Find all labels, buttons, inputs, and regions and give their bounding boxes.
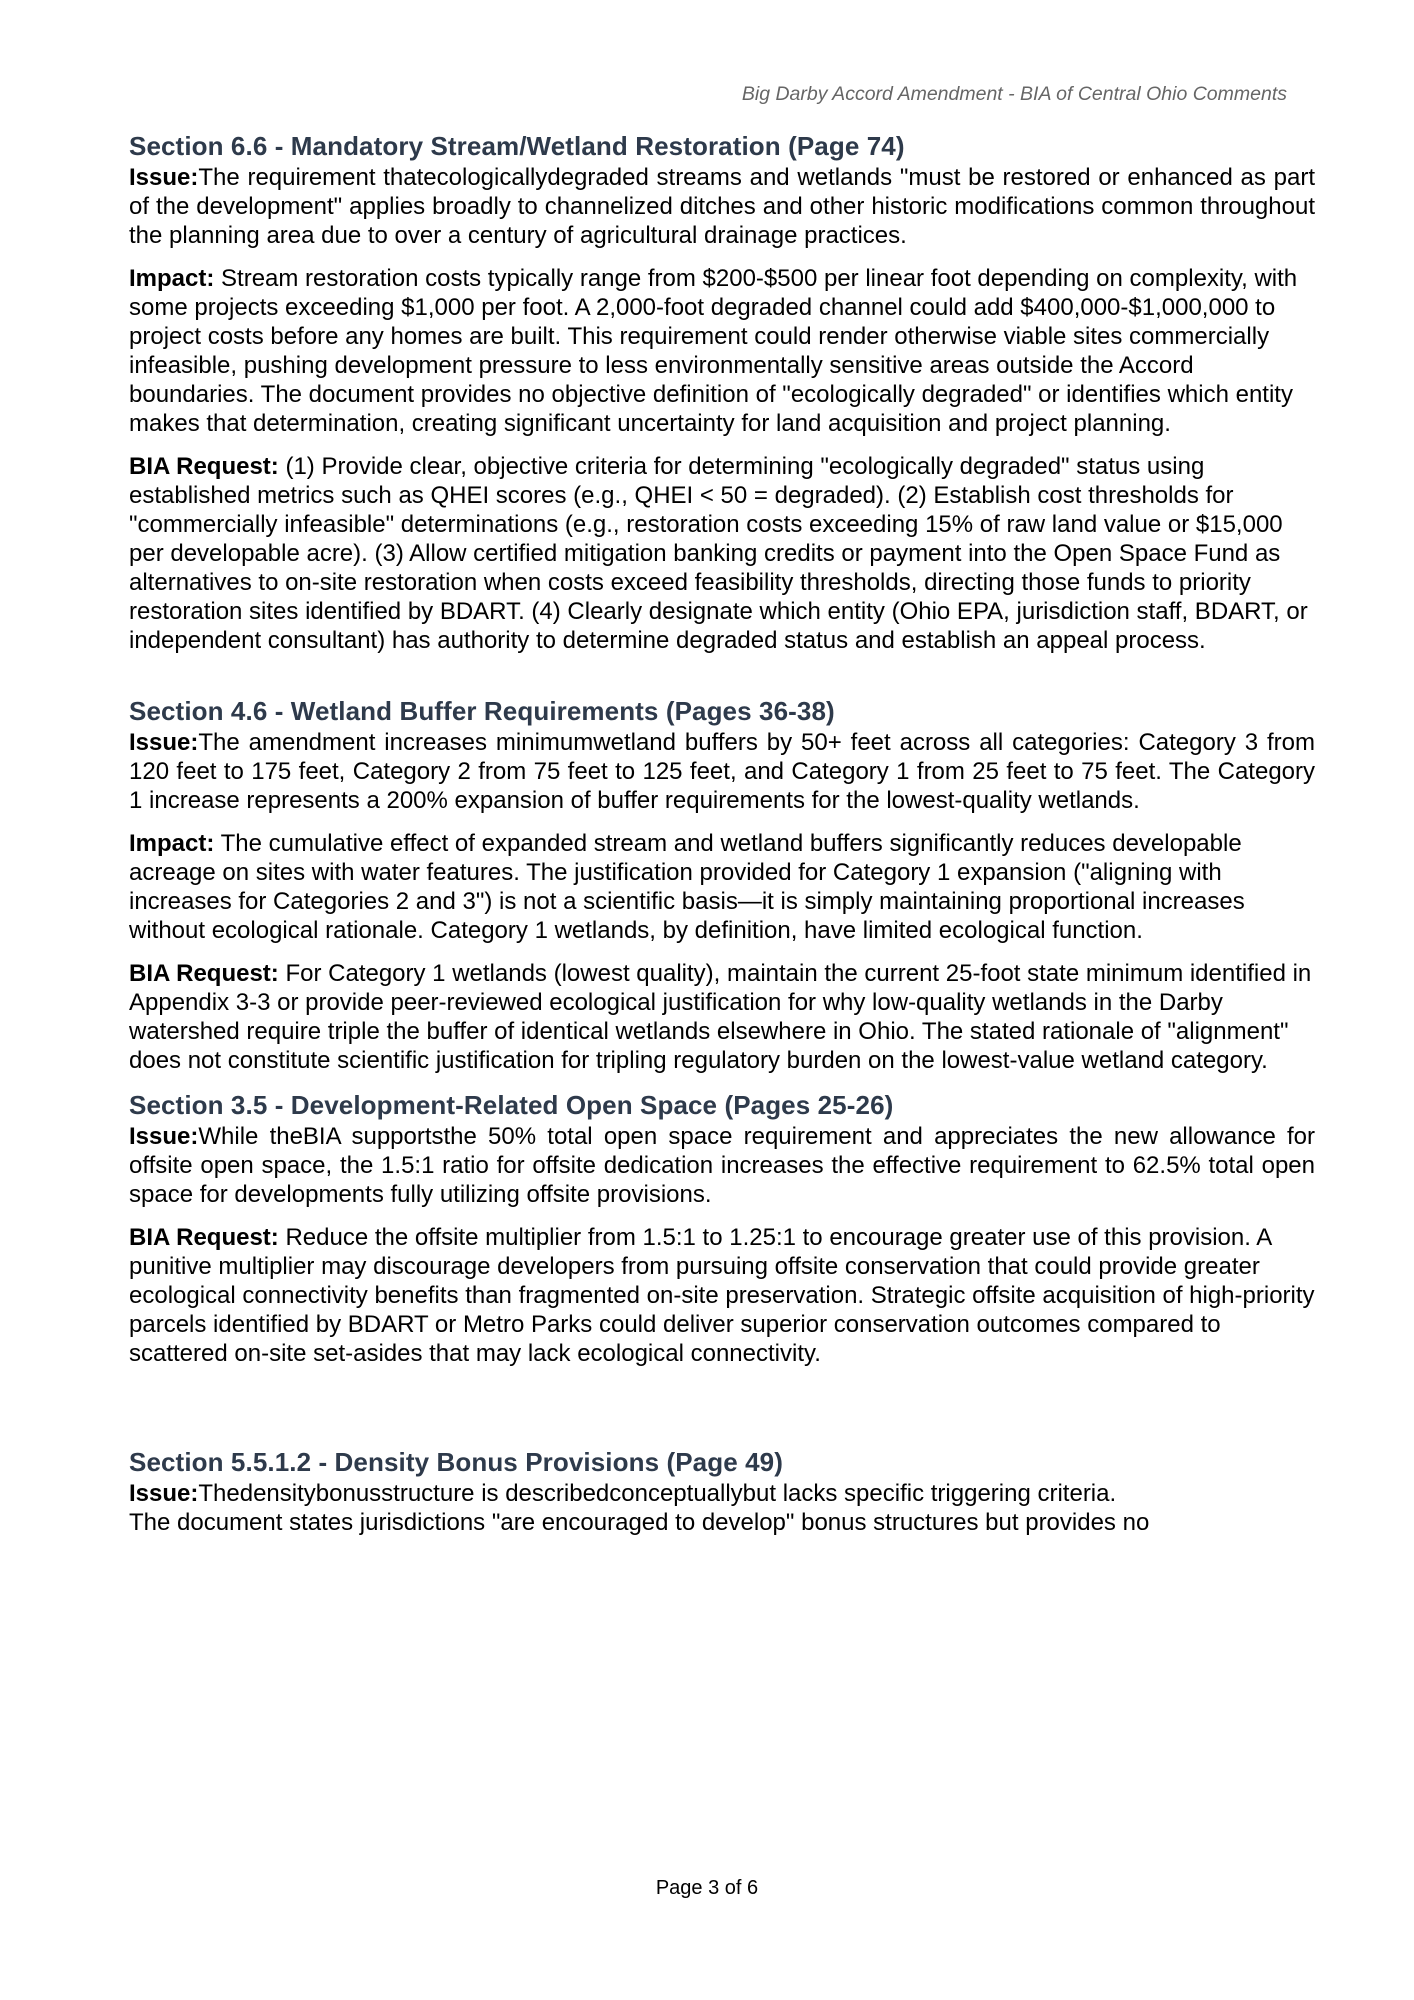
impact-text: The cumulative effect of expanded stream and wetland buffers significantly reduces developable acreage on sites with water features. The justification provided for Category 1 expansion ("aligning with increases for Categories 2 and 3") is not a scientific basis—it is simply maintaining proportional increases without ecological rationale. Category 1 wetlands, by definition, have limited ecological function.	[129, 830, 1245, 944]
request-label: BIA Request:	[129, 453, 279, 480]
impact-paragraph	[129, 829, 1315, 945]
request-text: Reduce the offsite multiplier from 1.5:1 to 1.25:1 to encourage greater use of this provision. A punitive multiplier may discourage developers from pursuing offsite conservation that could provide greater ecological connectivity benefits than fragmented on-site preservation. Strategic offsite acquisition of high-priority parcels identified by BDART or Metro Parks could deliver superior conservation outcomes compared to scattered on-site set-asides that may lack ecological connectivity.	[129, 1224, 1315, 1367]
issue-label: Issue:	[129, 1123, 199, 1150]
impact-label: Impact:	[129, 265, 215, 292]
request-text: For Category 1 wetlands (lowest quality), maintain the current 25-foot state minimum identified in Appendix 3-3 or provide peer-reviewed ecological justification for why low-quality wetlands in the Darby watershed require triple the buffer of identical wetlands elsewhere in Ohio. The stated rationale of "alignment" does not constitute scientific justification for tripling regulatory burden on the lowest-value wetland category.	[129, 960, 1312, 1074]
section-title: Section 6.6 - Mandatory Stream/Wetland Restoration (Page 74)	[129, 131, 905, 161]
request-label: BIA Request:	[129, 960, 279, 987]
request-text: (1) Provide clear, objective criteria for determining "ecologically degraded" status using established metrics such as QHEI scores (e.g., QHEI < 50 = degraded). (2) Establish cost thresholds for "commercially infeasible" determinations (e.g., restoration costs exceeding 15% of raw land value or $15,000 per developable acre). (3) Allow certified mitigation banking credits or payment into the Open Space Fund as alternatives to on-site restoration when costs exceed feasibility thresholds, directing those funds to priority restoration sites identified by BDART. (4) Clearly designate which entity (Ohio EPA, jurisdiction staff, BDART, or independent consultant) has authority to determine degraded status and establish an appeal process.	[129, 453, 1308, 654]
impact-paragraph	[129, 264, 1315, 438]
impact-label: Impact:	[129, 830, 215, 857]
issue-text: The amendment increases minimumwetland buffers by 50+ feet across all categories: Category 3 from 120 feet to 175 feet, Category 2 from 75 feet to 125 feet, and Category 1 from 25 feet to 75 feet. The Category 1 increase represents a 200% expansion of buffer requirements for the lowest-quality wetlands.	[129, 729, 1315, 814]
issue-continuation: The document states jurisdictions "are encouraged to develop" bonus structures but provides no	[129, 1509, 1150, 1536]
page-content	[129, 130, 1315, 1537]
issue-text: Thedensitybonusstructure is describedconceptuallybut lacks specific triggering criteria.	[198, 1480, 1117, 1507]
section-4-6	[129, 695, 1315, 1075]
request-paragraph	[129, 1223, 1315, 1368]
section-title: Section 5.5.1.2 - Density Bonus Provisions (Page 49)	[129, 1447, 783, 1477]
issue-paragraph	[129, 728, 1315, 815]
impact-text: Stream restoration costs typically range from $200-$500 per linear foot depending on complexity, with some projects exceeding $1,000 per foot. A 2,000-foot degraded channel could add $400,000-$1,000,000 to project costs before any homes are built. This requirement could render otherwise viable sites commercially infeasible, pushing development pressure to less environmentally sensitive areas outside the Accord boundaries. The document provides no objective definition of "ecologically degraded" or identifies which entity makes that determination, creating significant uncertainty for land acquisition and project planning.	[129, 265, 1298, 437]
page-number: Page 3 of 6	[655, 1877, 759, 1899]
issue-label: Issue:	[129, 729, 199, 756]
section-3-5	[129, 1089, 1315, 1368]
section-title: Section 4.6 - Wetland Buffer Requirements (Pages 36-38)	[129, 696, 835, 726]
issue-label: Issue:	[129, 164, 199, 191]
running-header: Big Darby Accord Amendment - BIA of Central Ohio Comments	[741, 83, 1287, 105]
issue-label: Issue:	[129, 1480, 199, 1507]
issue-text: The requirement thatecologicallydegraded streams and wetlands "must be restored or enhanced as part of the development" applies broadly to channelized ditches and other historic modifications common throughout the planning area due to over a century of agricultural drainage practices.	[129, 164, 1315, 249]
section-6-6	[129, 130, 1315, 655]
request-paragraph	[129, 452, 1315, 655]
issue-paragraph	[129, 1479, 1315, 1508]
request-paragraph	[129, 959, 1315, 1075]
issue-text: While theBIA supportsthe 50% total open space requirement and appreciates the new allowance for offsite open space, the 1.5:1 ratio for offsite dedication increases the effective requirement to 62.5% total open space for developments fully utilizing offsite provisions.	[129, 1123, 1315, 1208]
section-title: Section 3.5 - Development-Related Open Space (Pages 25-26)	[129, 1090, 894, 1120]
section-5-5-1-2	[129, 1446, 1315, 1537]
issue-paragraph	[129, 1122, 1315, 1209]
issue-paragraph	[129, 163, 1315, 250]
request-label: BIA Request:	[129, 1224, 279, 1251]
